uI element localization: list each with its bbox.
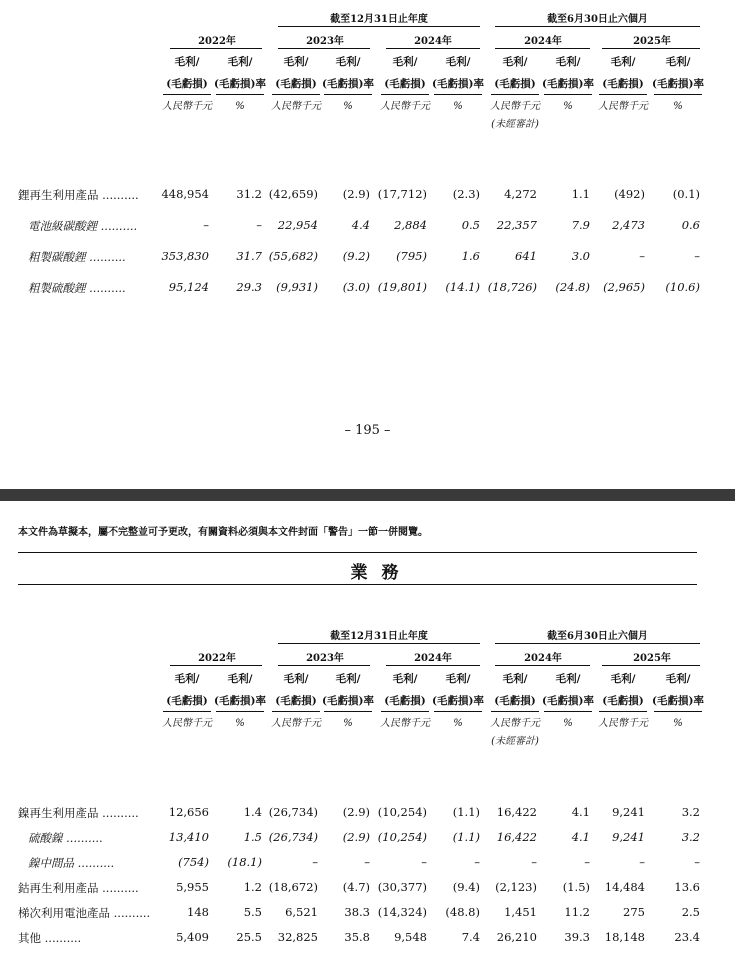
leader-dots: ..........	[98, 806, 139, 820]
table1-cell: (19,801)	[377, 280, 427, 294]
table1-cell: –	[694, 249, 700, 263]
table2-row-label-text: 鎳再生利用產品	[18, 806, 99, 820]
table1-col-unit-0: 人民幣千元	[162, 101, 212, 112]
table1-col-rule-6	[491, 94, 539, 95]
table2-year-rule-4	[602, 665, 700, 666]
table1-col-unit-9: %	[673, 101, 683, 112]
table2-cell: (18.1)	[227, 855, 262, 869]
table1-col-unit-7: %	[563, 101, 573, 112]
table1-cell: (42,659)	[268, 187, 318, 201]
table1-unaudited: (未經審計)	[491, 119, 539, 130]
table2-col-unit-4: 人民幣千元	[380, 718, 430, 729]
leader-dots: ..........	[98, 188, 139, 202]
table1-year-rule-3	[495, 48, 590, 49]
table2-cell: (10,254)	[377, 805, 427, 819]
table2-col-head-l2-9: (毛虧損)率	[652, 695, 704, 707]
table2-cell: 13.6	[674, 880, 700, 894]
table2-col-rule-3	[324, 711, 372, 712]
table1-col-rule-8	[599, 94, 647, 95]
table2-cell: 9,241	[612, 830, 645, 844]
table1-cell: (0.1)	[672, 187, 700, 201]
table1-cell: (9.2)	[342, 249, 370, 263]
table1-col-head-l1-1: 毛利/	[227, 56, 253, 68]
table2-cell: 9,241	[612, 805, 645, 819]
table2-cell: (2.9)	[342, 830, 370, 844]
table2-row-label	[28, 830, 103, 846]
table1-col-rule-5	[434, 94, 482, 95]
table2-cell: 6,521	[285, 905, 318, 919]
table2-row-label-text: 鎳中間品	[28, 856, 74, 870]
table2-period-fy: 截至12月31日止年度	[330, 631, 428, 642]
table2-cell: –	[584, 855, 590, 869]
table1-cell: 31.7	[236, 249, 262, 263]
table1-col-head-l2-1: (毛虧損)率	[214, 78, 266, 90]
table1-row-label-text: 粗製碳酸鋰	[28, 250, 86, 264]
table2-cell: 9,548	[394, 930, 427, 944]
table2-cell: 16,422	[496, 830, 537, 844]
table2-col-head-l1-6: 毛利/	[502, 673, 528, 685]
table1-cell: 3.0	[571, 249, 590, 263]
table2-cell: (10,254)	[377, 830, 427, 844]
table2-cell: (9.4)	[452, 880, 480, 894]
table2-col-unit-5: %	[453, 718, 463, 729]
table2-cell: 26,210	[496, 930, 537, 944]
table2-cell: 1.5	[243, 830, 262, 844]
table1-col-head-l2-4: (毛虧損)	[384, 78, 426, 90]
table2-row-label	[18, 905, 150, 921]
table1-col-head-l1-5: 毛利/	[445, 56, 471, 68]
title-top-rule	[18, 552, 697, 553]
table2-col-unit-0: 人民幣千元	[162, 718, 212, 729]
table2-col-head-l2-2: (毛虧損)	[275, 695, 317, 707]
table1-cell: (2.9)	[342, 187, 370, 201]
table2-col-head-l2-3: (毛虧損)率	[322, 695, 374, 707]
table1-col-head-l2-5: (毛虧損)率	[432, 78, 484, 90]
table2-cell: –	[364, 855, 370, 869]
table1-col-head-l2-8: (毛虧損)	[602, 78, 644, 90]
table1-cell: 4.4	[351, 218, 370, 232]
table1-col-rule-1	[216, 94, 264, 95]
table2-year-2: 2024年	[414, 653, 452, 664]
table2-cell: 35.8	[344, 930, 370, 944]
leader-dots: ..........	[85, 281, 126, 295]
table1-row-label	[28, 280, 126, 296]
table1-col-head-l1-9: 毛利/	[665, 56, 691, 68]
table2-year-rule-1	[278, 665, 370, 666]
table2-cell: 1,451	[504, 905, 537, 919]
table2-col-rule-6	[491, 711, 539, 712]
table1-col-head-l2-2: (毛虧損)	[275, 78, 317, 90]
table2-cell: 3.2	[681, 830, 700, 844]
table2-col-head-l1-4: 毛利/	[392, 673, 418, 685]
table2-col-rule-8	[599, 711, 647, 712]
table1-cell: 7.9	[571, 218, 590, 232]
leader-dots: ..........	[85, 250, 126, 264]
table2-col-head-l2-5: (毛虧損)率	[432, 695, 484, 707]
table1-col-rule-7	[544, 94, 592, 95]
table1-year-2: 2024年	[414, 36, 452, 47]
table1-col-unit-1: %	[235, 101, 245, 112]
table2-col-unit-1: %	[235, 718, 245, 729]
table2-cell: 23.4	[674, 930, 700, 944]
table1-year-0: 2022年	[198, 36, 236, 47]
table2-year-rule-0	[170, 665, 262, 666]
table2-col-head-l2-1: (毛虧損)率	[214, 695, 266, 707]
table2-row-label	[18, 930, 81, 946]
table2-col-head-l1-1: 毛利/	[227, 673, 253, 685]
table2-cell: –	[312, 855, 318, 869]
table1-col-rule-2	[272, 94, 320, 95]
table1-cell: 2,884	[394, 218, 427, 232]
table1-cell: 4,272	[504, 187, 537, 201]
leader-dots: ..........	[62, 831, 103, 845]
table2-cell: –	[694, 855, 700, 869]
table1-row-label-text: 粗製硫酸鋰	[28, 281, 86, 295]
table1-col-unit-2: 人民幣千元	[271, 101, 321, 112]
table1-cell: 22,954	[277, 218, 318, 232]
table1-row-label	[28, 218, 137, 234]
page-divider	[0, 489, 735, 501]
table2-col-head-l2-7: (毛虧損)率	[542, 695, 594, 707]
table1-col-head-l2-3: (毛虧損)率	[322, 78, 374, 90]
table1-year-4: 2025年	[633, 36, 671, 47]
table1-cell: (17,712)	[377, 187, 427, 201]
table1-cell: 641	[515, 249, 537, 263]
table2-col-unit-8: 人民幣千元	[598, 718, 648, 729]
table2-row-label	[28, 855, 114, 871]
table1-cell: 2,473	[612, 218, 645, 232]
table1-cell: 353,830	[161, 249, 209, 263]
table2-period-hy: 截至6月30日止六個月	[547, 631, 648, 642]
table2-cell: 13,410	[168, 830, 209, 844]
table2-period-fy-rule	[278, 643, 480, 644]
table2-year-1: 2023年	[306, 653, 344, 664]
table2-cell: (30,377)	[377, 880, 427, 894]
table1-cell: (3.0)	[342, 280, 370, 294]
table2-row-label-text: 鈷再生利用產品	[18, 881, 99, 895]
table1-col-unit-3: %	[343, 101, 353, 112]
table2-cell: (26,734)	[268, 805, 318, 819]
table2-cell: 3.2	[681, 805, 700, 819]
table2-col-rule-9	[654, 711, 702, 712]
table2-period-hy-rule	[495, 643, 700, 644]
table1-period-hy-rule	[495, 26, 700, 27]
table2-cell: 39.3	[564, 930, 590, 944]
table1-cell: –	[256, 218, 262, 232]
table2-cell: 4.1	[571, 805, 590, 819]
leader-dots: ..........	[41, 931, 82, 945]
table2-year-4: 2025年	[633, 653, 671, 664]
table2-cell: (48.8)	[445, 905, 480, 919]
draft-notice: 本文件為草擬本，屬不完整並可予更改，有關資料必須與本文件封面「警告」一節一併閱覽。	[18, 527, 428, 538]
table1-col-head-l1-3: 毛利/	[335, 56, 361, 68]
table2-col-rule-5	[434, 711, 482, 712]
table2-year-rule-2	[386, 665, 480, 666]
table2-year-0: 2022年	[198, 653, 236, 664]
table2-col-head-l1-8: 毛利/	[610, 673, 636, 685]
table1-col-unit-8: 人民幣千元	[598, 101, 648, 112]
table2-cell: 1.4	[243, 805, 262, 819]
table1-col-rule-4	[381, 94, 429, 95]
table2-cell: 275	[623, 905, 645, 919]
table1-year-rule-4	[602, 48, 700, 49]
table1-col-head-l1-6: 毛利/	[502, 56, 528, 68]
table2-cell: (2,123)	[495, 880, 537, 894]
table1-year-3: 2024年	[524, 36, 562, 47]
table1-cell: (10.6)	[665, 280, 700, 294]
table2-cell: 18,148	[604, 930, 645, 944]
leader-dots: ..........	[74, 856, 115, 870]
table2-cell: (1.5)	[562, 880, 590, 894]
table1-cell: (492)	[614, 187, 645, 201]
table2-col-head-l1-9: 毛利/	[665, 673, 691, 685]
table1-cell: (9,931)	[276, 280, 318, 294]
table1-col-head-l1-8: 毛利/	[610, 56, 636, 68]
table1-cell: 1.6	[461, 249, 480, 263]
table1-cell: (14.1)	[445, 280, 480, 294]
table2-unaudited: (未經審計)	[491, 736, 539, 747]
table2-col-unit-3: %	[343, 718, 353, 729]
section-title: 業務	[350, 563, 413, 583]
table2-row-label	[18, 805, 139, 821]
table2-col-rule-2	[272, 711, 320, 712]
table2-col-rule-7	[544, 711, 592, 712]
table1-cell: 95,124	[168, 280, 209, 294]
table1-col-unit-4: 人民幣千元	[380, 101, 430, 112]
table2-row-label-text: 其他	[18, 931, 41, 945]
table1-year-rule-1	[278, 48, 370, 49]
table2-cell: –	[639, 855, 645, 869]
table2-col-unit-7: %	[563, 718, 573, 729]
table1-period-fy: 截至12月31日止年度	[330, 14, 428, 25]
table2-cell: (2.9)	[342, 805, 370, 819]
table2-cell: 32,825	[277, 930, 318, 944]
table2-cell: 5,409	[176, 930, 209, 944]
table2-col-rule-4	[381, 711, 429, 712]
table2-row-label-text: 硫酸鎳	[28, 831, 63, 845]
leader-dots: ..........	[98, 881, 139, 895]
table2-cell: 7.4	[461, 930, 480, 944]
table1-col-head-l2-7: (毛虧損)率	[542, 78, 594, 90]
table1-period-fy-rule	[278, 26, 480, 27]
table2-cell: (754)	[178, 855, 209, 869]
table2-col-head-l1-0: 毛利/	[174, 673, 200, 685]
table2-cell: (1.1)	[452, 805, 480, 819]
table2-cell: 16,422	[496, 805, 537, 819]
table1-cell: 0.6	[681, 218, 700, 232]
table2-cell: 11.2	[564, 905, 590, 919]
table1-col-rule-9	[654, 94, 702, 95]
table1-cell: (2,965)	[603, 280, 645, 294]
table1-row-label	[28, 249, 126, 265]
table2-col-head-l2-4: (毛虧損)	[384, 695, 426, 707]
leader-dots: ..........	[110, 906, 151, 920]
title-bottom-rule	[18, 584, 697, 585]
table2-cell: 5,955	[176, 880, 209, 894]
table1-col-head-l1-7: 毛利/	[555, 56, 581, 68]
table1-cell: –	[639, 249, 645, 263]
table2-row-label	[18, 880, 139, 896]
table1-cell: (18,726)	[487, 280, 537, 294]
table1-cell: 29.3	[236, 280, 262, 294]
table2-col-unit-2: 人民幣千元	[271, 718, 321, 729]
table2-cell: 38.3	[344, 905, 370, 919]
table2-cell: –	[531, 855, 537, 869]
table1-row-label-text: 鋰再生利用產品	[18, 188, 99, 202]
table2-cell: (26,734)	[268, 830, 318, 844]
table1-col-head-l2-9: (毛虧損)率	[652, 78, 704, 90]
table1-cell: 22,357	[496, 218, 537, 232]
leader-dots: ..........	[97, 219, 138, 233]
table2-year-3: 2024年	[524, 653, 562, 664]
table2-cell: 14,484	[604, 880, 645, 894]
table2-cell: 1.2	[243, 880, 262, 894]
table2-col-rule-0	[163, 711, 211, 712]
table2-col-head-l1-2: 毛利/	[283, 673, 309, 685]
table1-col-head-l1-0: 毛利/	[174, 56, 200, 68]
table1-cell: 1.1	[571, 187, 590, 201]
table2-row-label-text: 梯次利用電池產品	[18, 906, 110, 920]
table2-cell: (18,672)	[268, 880, 318, 894]
table2-col-unit-6: 人民幣千元	[490, 718, 540, 729]
table1-col-head-l2-6: (毛虧損)	[494, 78, 536, 90]
table1-cell: (24.8)	[555, 280, 590, 294]
table2-col-head-l2-0: (毛虧損)	[166, 695, 208, 707]
table1-cell: –	[203, 218, 209, 232]
table1-col-head-l1-2: 毛利/	[283, 56, 309, 68]
table2-col-rule-1	[216, 711, 264, 712]
table2-col-head-l2-6: (毛虧損)	[494, 695, 536, 707]
table1-cell: (2.3)	[452, 187, 480, 201]
page-number: – 195 –	[344, 423, 391, 438]
table1-cell: (795)	[396, 249, 427, 263]
table2-cell: 12,656	[168, 805, 209, 819]
table1-year-rule-2	[386, 48, 480, 49]
table2-col-head-l1-7: 毛利/	[555, 673, 581, 685]
table1-col-head-l1-4: 毛利/	[392, 56, 418, 68]
table2-cell: 148	[187, 905, 209, 919]
table1-period-hy: 截至6月30日止六個月	[547, 14, 648, 25]
table1-row-label	[18, 187, 139, 203]
table1-year-1: 2023年	[306, 36, 344, 47]
table2-cell: –	[474, 855, 480, 869]
table2-cell: 2.5	[681, 905, 700, 919]
table1-col-unit-6: 人民幣千元	[490, 101, 540, 112]
table1-cell: (55,682)	[268, 249, 318, 263]
table2-col-head-l1-3: 毛利/	[335, 673, 361, 685]
table1-cell: 448,954	[161, 187, 209, 201]
table1-col-unit-5: %	[453, 101, 463, 112]
table2-cell: –	[421, 855, 427, 869]
table2-cell: (14,324)	[377, 905, 427, 919]
table1-row-label-text: 電池級碳酸鋰	[28, 219, 97, 233]
table2-cell: 4.1	[571, 830, 590, 844]
table1-year-rule-0	[170, 48, 262, 49]
table2-cell: 5.5	[243, 905, 262, 919]
table2-cell: 25.5	[236, 930, 262, 944]
table2-col-head-l2-8: (毛虧損)	[602, 695, 644, 707]
table2-col-head-l1-5: 毛利/	[445, 673, 471, 685]
table2-cell: (1.1)	[452, 830, 480, 844]
table1-col-rule-3	[324, 94, 372, 95]
table1-cell: 31.2	[236, 187, 262, 201]
table1-col-head-l2-0: (毛虧損)	[166, 78, 208, 90]
table2-cell: (4.7)	[342, 880, 370, 894]
table1-col-rule-0	[163, 94, 211, 95]
table1-cell: 0.5	[461, 218, 480, 232]
table2-col-unit-9: %	[673, 718, 683, 729]
table2-year-rule-3	[495, 665, 590, 666]
